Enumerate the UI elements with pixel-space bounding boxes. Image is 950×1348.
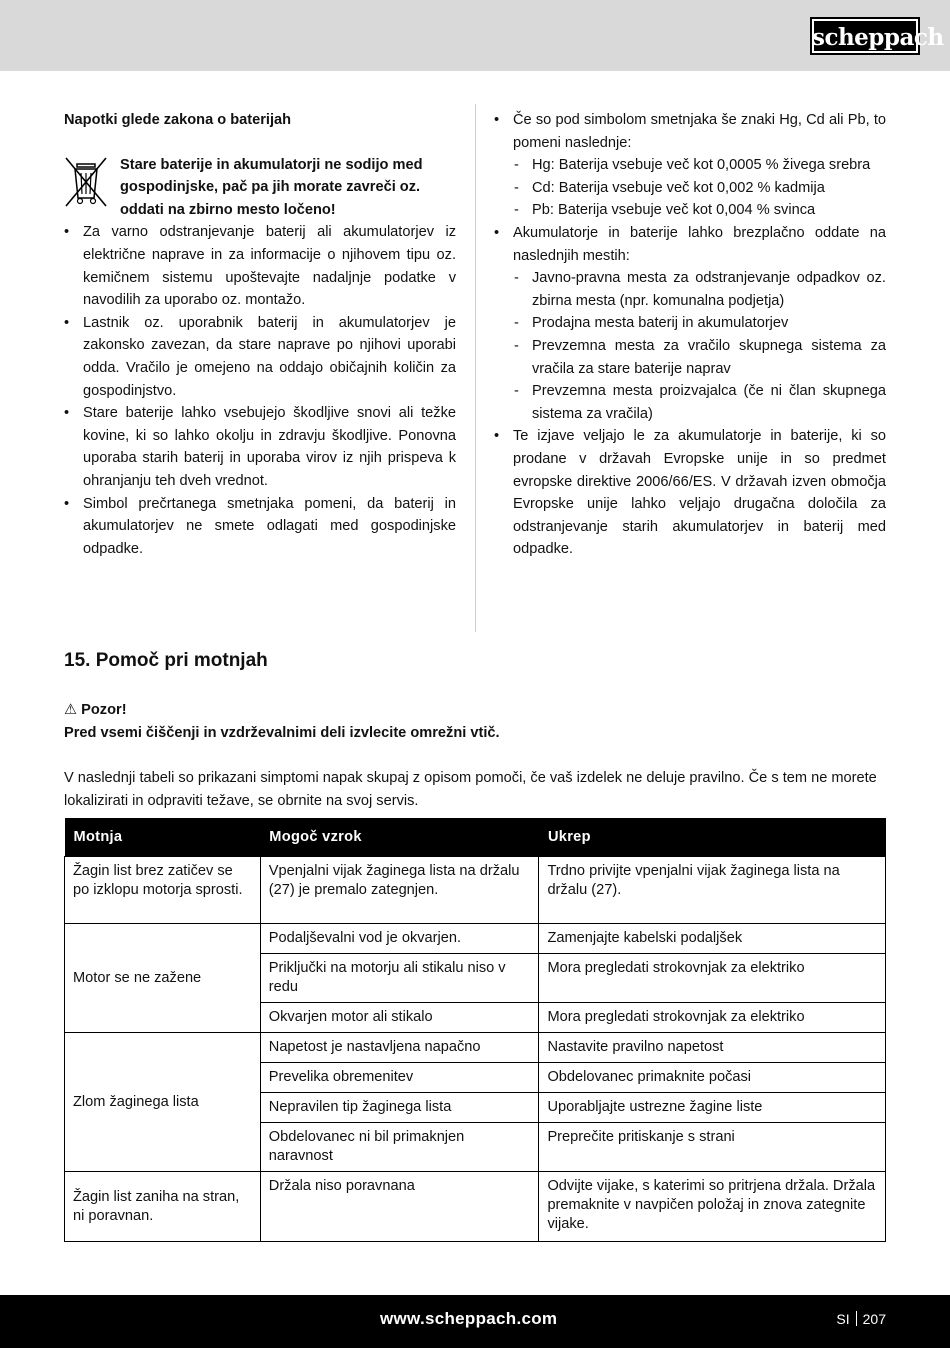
cause-cell: Podaljševalni vod je okvarjen. <box>260 924 539 954</box>
list-item: • Simbol prečrtanega smetnjaka pomeni, da baterij in akumulatorjev ne smete odlagati med gospodinjske odpadke. <box>64 493 456 561</box>
list-subitem: - Prevzemna mesta proizvajalca (če ni član skupnega sistema za vračila) <box>494 380 886 425</box>
intro-paragraph: V naslednji tabeli so prikazani simptomi napak skupaj z opisom pomoči, če vaš izdelek ne deluje pravilno. Če s tem ne morete lokalizirati in odpraviti težave, se obrnite na svoj servis. <box>64 770 877 809</box>
list-subitem: - Javno-pravna mesta za odstranjevanje odpadkov oz. zbirna mesta (npr. komunalna podjetja) <box>494 267 886 312</box>
remedy-cell: Preprečite pritiskanje s strani <box>539 1123 886 1172</box>
list-item: • Stare baterije lahko vsebujejo škodljive snovi ali težke kovine, ki so lahko okolju in zdravju škodljive. Ponovna uporaba starih baterij in uporaba virov iz njih prispeva k ohranjanju teh dveh vrednot. <box>64 402 456 492</box>
list-subitem: - Prodajna mesta baterij in akumulatorjev <box>494 312 886 335</box>
table-row <box>65 924 886 954</box>
list-subitem: - Hg: Baterija vsebuje več kot 0,0005 % živega srebra <box>494 154 886 177</box>
column-header: Ukrep <box>539 818 886 857</box>
cause-cell: Prevelika obremenitev <box>260 1063 539 1093</box>
warning-triangle-icon: ⚠ <box>64 702 78 718</box>
remedy-cell: Trdno privijte vpenjalni vijak žaginega lista na držalu (27). <box>539 857 886 924</box>
cause-cell: Obdelovanec ni bil primaknjen naravnost <box>260 1123 539 1172</box>
list-subitem: - Cd: Baterija vsebuje več kot 0,002 % kadmija <box>494 177 886 200</box>
page-number-value: 207 <box>862 1311 886 1327</box>
section-title: 15. Pomoč pri motnjah <box>64 650 268 671</box>
remedy-cell: Nastavite pravilno napetost <box>539 1033 886 1063</box>
warning-text: Pred vsemi čiščenji in vzdrževalnimi deli izvlecite omrežni vtič. <box>64 724 500 741</box>
column-divider <box>475 104 476 632</box>
left-column <box>64 109 456 560</box>
cause-cell: Priključki na motorju ali stikalu niso v redu <box>260 954 539 1003</box>
cause-cell: Držala niso poravnana <box>260 1172 539 1242</box>
right-column <box>494 109 886 561</box>
fault-cell: Zlom žaginega lista <box>65 1033 261 1172</box>
cause-cell: Nepravilen tip žaginega lista <box>260 1093 539 1123</box>
left-bullets <box>64 221 456 560</box>
remedy-cell: Mora pregledati strokovnjak za elektriko <box>539 1003 886 1033</box>
list-item: • Akumulatorje in baterije lahko brezplačno oddate na naslednjih mestih: <box>494 222 886 267</box>
weee-text: Stare baterije in akumulatorji ne sodijo med gospodinjske, pač pa jih morate zavreči oz. oddati na zbirno mesto ločeno! <box>120 156 423 218</box>
list-item: • Lastnik oz. uporabnik baterij in akumulatorjev je zakonsko zavezan, da stare naprave po njihovi uporabi odda. Vračilo je omejeno na oddajo običajnih količin za gospodinjstvo. <box>64 312 456 402</box>
cause-cell: Okvarjen motor ali stikalo <box>260 1003 539 1033</box>
table-row <box>65 1172 886 1242</box>
brand-logo: scheppach <box>810 17 920 55</box>
language-code: SI <box>836 1311 850 1327</box>
troubleshooting-table <box>64 818 886 1242</box>
crossed-bin-icon <box>64 156 108 208</box>
website-link[interactable]: www.scheppach.com <box>380 1309 558 1328</box>
cause-cell: Vpenjalni vijak žaginega lista na držalu (27) je premalo zategnjen. <box>260 857 539 924</box>
warning-block <box>64 699 500 744</box>
remedy-cell: Mora pregledati strokovnjak za elektriko <box>539 954 886 1003</box>
list-item: • Če so pod simbolom smetnjaka še znaki Hg, Cd ali Pb, to pomeni naslednje: <box>494 109 886 154</box>
page-header <box>0 0 950 71</box>
remedy-cell: Uporabljajte ustrezne žagine liste <box>539 1093 886 1123</box>
remedy-cell: Obdelovanec primaknite počasi <box>539 1063 886 1093</box>
fault-cell: Žagin list zaniha na stran, ni poravnan. <box>65 1172 261 1242</box>
list-item: • Za varno odstranjevanje baterij ali akumulatorjev iz električne naprave in za informacije o njihovem tipu oz. kemičnem sistemu upoštevajte nadaljnje podatke v navodilih za uporabo oz. montažo. <box>64 221 456 311</box>
list-subitem: - Pb: Baterija vsebuje več kot 0,004 % svinca <box>494 199 886 222</box>
list-subitem: - Prevzemna mesta za vračilo skupnega sistema za vračila za stare baterije naprav <box>494 335 886 380</box>
table-row <box>65 1033 886 1063</box>
weee-notice <box>64 154 456 222</box>
page-footer <box>0 1295 950 1348</box>
table-header-row <box>65 818 886 857</box>
table-row <box>65 857 886 924</box>
warning-label: Pozor! <box>81 702 127 718</box>
column-header: Motnja <box>65 818 261 857</box>
battery-law-title: Napotki glede zakona o baterijah <box>64 112 292 128</box>
column-header: Mogoč vzrok <box>260 818 539 857</box>
fault-cell: Motor se ne zažene <box>65 924 261 1033</box>
fault-cell: Žagin list brez zatičev se po izklopu motorja sprosti. <box>65 857 261 924</box>
list-item: • Te izjave veljajo le za akumulatorje in baterije, ki so prodane v državah Evropske unije in so predmet evropske direktive 2006/66/ES. V državah izven območja Evropske unije lahko veljajo drugačna določila za odstranjevanje starih akumulatorjev in baterij med odpadke. <box>494 425 886 561</box>
cause-cell: Napetost je nastavljena napačno <box>260 1033 539 1063</box>
remedy-cell: Odvijte vijake, s katerimi so pritrjena držala. Držala premaknite v navpičen položaj in znova zategnite vijake. <box>539 1172 886 1242</box>
separator <box>856 1311 857 1326</box>
page-number <box>836 1311 886 1327</box>
remedy-cell: Zamenjajte kabelski podaljšek <box>539 924 886 954</box>
